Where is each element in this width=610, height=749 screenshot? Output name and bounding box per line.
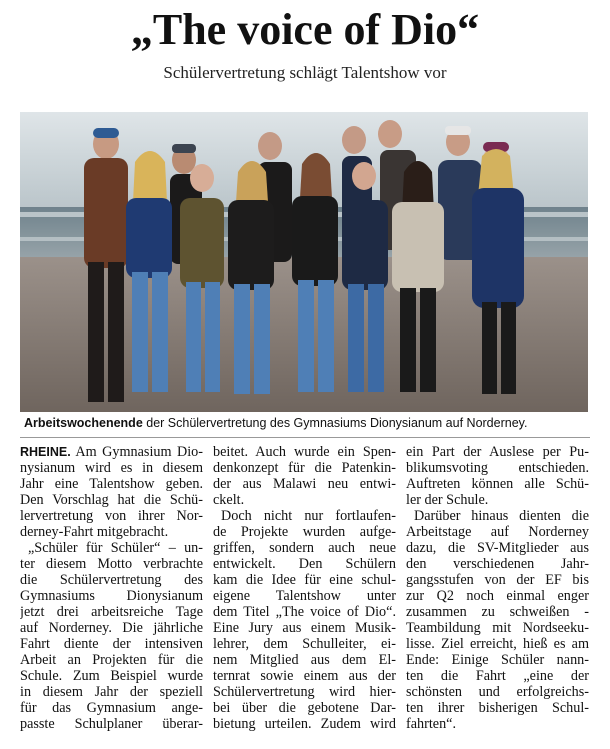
text-line: lehrer, dem Schulleiter, ei-	[213, 636, 396, 652]
text-line: Arbeit an Projekten für die	[20, 652, 203, 668]
caption-bold: Arbeitswochenende	[24, 416, 143, 430]
text-line: zur Q2 noch einmal enger	[406, 588, 589, 604]
text-line: nysianum wird es in diesem	[20, 460, 203, 476]
text-line: derney-Fahrt mitgebracht.	[20, 524, 169, 540]
text-line: schönsten und erfolgreichs-	[406, 684, 589, 700]
text-line: eigene Talentshow unter	[213, 588, 396, 604]
text-line: ternrat sowie einem aus der	[213, 668, 396, 684]
text-line: bietung urteilen. Zudem wird	[213, 716, 396, 732]
text-line: Fahrt diente der intensiven	[20, 636, 203, 652]
text-line: Arbeitstage auf Norderney	[406, 524, 589, 540]
text-line: jetzt drei arbeitsreiche Tage	[20, 604, 203, 620]
text-line: Am Gymnasium Dio-	[75, 444, 203, 460]
text-line: Den Vorschlag hat die Schü-	[20, 492, 203, 508]
text-line: ter diesem Motto verbrachte	[20, 556, 203, 572]
text-line: beitet. Auch wurde ein Spen-	[213, 444, 396, 460]
text-line: Ende: Einige Schüler nann-	[406, 652, 589, 668]
text-line: den verschiedenen Jahr-	[406, 556, 589, 572]
article-body	[20, 444, 590, 744]
text-line: entwickelt. Den Schülern	[213, 556, 396, 572]
text-line: die Schülervertretung des	[20, 572, 203, 588]
text-line: Gymnasiums Dionysianum	[20, 588, 203, 604]
text-line: nem Mitglied aus dem El-	[213, 652, 396, 668]
text-line: der aus Malawi neu entwi-	[213, 476, 396, 492]
text-line: für das Gymnasium ange-	[20, 700, 203, 716]
text-line: gangsstufen von der EF bis	[406, 572, 589, 588]
text-line: Eine Jury aus einem Musik-	[213, 620, 396, 636]
text-line: lervertretung von ihrer Nor-	[20, 508, 203, 524]
text-line: Doch nicht nur fortlaufen-	[221, 508, 396, 524]
text-line: dazu, die SV-Mitglieder aus	[406, 540, 589, 556]
beach-group-illustration	[20, 112, 588, 412]
text-line: griffen, sondern auch neue	[213, 540, 396, 556]
column-1	[20, 444, 203, 744]
text-line: Darüber hinaus dienten die	[414, 508, 589, 524]
caption-text: der Schülervertretung des Gymnasiums Dionysianum auf Norderney.	[142, 416, 528, 430]
text-line: Schule. Zum Beispiel wurde	[20, 668, 203, 684]
text-line: Auftreten können alle Schü-	[406, 476, 589, 492]
column-3	[406, 444, 589, 744]
divider	[20, 437, 590, 438]
text-line: auf Norderney. Die jährliche	[20, 620, 203, 636]
text-line: kam die Idee für eine schul-	[213, 572, 396, 588]
text-line: passte Schulplaner überar-	[20, 716, 203, 732]
group-photo	[20, 112, 588, 412]
photo-caption	[24, 415, 594, 432]
subheadline: Schülervertretung schlägt Talentshow vor	[163, 63, 447, 82]
text-line: blikumsvoting entschieden.	[406, 460, 589, 476]
text-line: Jahr eine Talentshow geben.	[20, 476, 203, 492]
text-line: ler der Schule.	[406, 492, 489, 508]
text-line: bei über die gebotene Dar-	[213, 700, 396, 716]
text-line: zusammen zu schweißen -	[406, 604, 589, 620]
text-line: Schülervertretung wird hier-	[213, 684, 396, 700]
text-line: fahrten“.	[406, 716, 457, 732]
text-line: denkonzept für die Patenkin-	[213, 460, 396, 476]
column-2	[213, 444, 396, 744]
text-line: de Projekte wurden aufge-	[213, 524, 396, 540]
text-line: ten ihrer bisherigen Schul-	[406, 700, 589, 716]
text-line: ein Part der Auslese per Pu-	[406, 444, 589, 460]
text-line: Teambildung mit Nordseeku-	[406, 620, 589, 636]
text-line: in diesem Jahr der speziell	[20, 684, 203, 700]
text-line: „Schüler für Schüler“ – un-	[28, 540, 203, 556]
headline: „The voice of Dio“	[130, 5, 480, 54]
text-line: dem Titel „The voice of Dio“.	[213, 604, 396, 620]
text-line: ckelt.	[213, 492, 245, 508]
dateline: RHEINE.	[20, 445, 71, 459]
text-line: ten die Fahrt „eine der	[406, 668, 589, 684]
text-line: lisse. Ziel erreicht, hieß es am	[406, 636, 589, 652]
